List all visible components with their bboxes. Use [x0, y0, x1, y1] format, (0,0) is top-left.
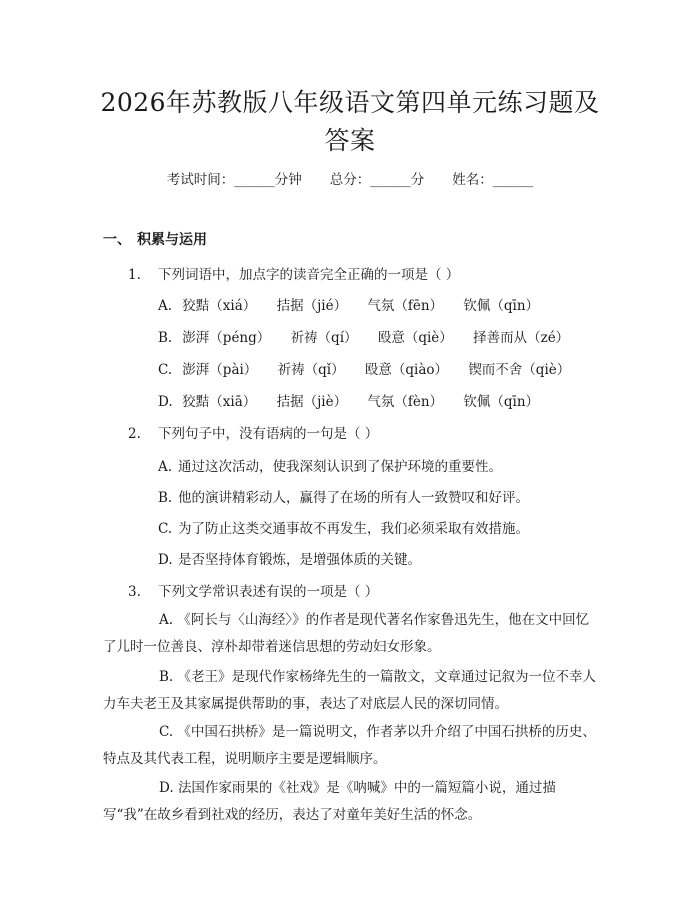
total-score-field: 总分：______分 [329, 172, 425, 188]
exam-info-line [0, 168, 700, 188]
option-letter: A. [159, 612, 174, 628]
option-text: 法国作家雨果的《社戏》是《呐喊》中的一篇短篇小说，通过描写“我”在故乡看到社戏的经历，表达了对童年美好生活的怀念。 [103, 780, 556, 823]
option-word: 祈祷（qǐ） [277, 362, 345, 378]
question-3-stem [128, 580, 378, 600]
question-2-option-c [158, 517, 529, 537]
option-text: 《老王》是现代作家杨绛先生的一篇散文，文章通过记叙为一位不幸人力车夫老王及其家属提供帮助的事，表达了对底层人民的深切同情。 [103, 669, 597, 712]
option-word: 殴意（qiào） [364, 362, 449, 378]
option-letter: D. [159, 780, 174, 796]
option-letter: D. [158, 394, 173, 410]
question-text: 下列文学常识表述有误的一项是（ ） [158, 584, 379, 600]
question-1-option-b [158, 326, 585, 346]
option-letter: B. [158, 490, 173, 506]
option-word: 拮据（jié） [276, 298, 348, 314]
option-letter: C. [159, 724, 174, 740]
option-text: 通过这次活动，使我深刻认识到了保护环境的重要性。 [178, 459, 502, 475]
option-word: 殴意（qiè） [377, 330, 453, 346]
option-letter: B. [159, 669, 174, 685]
option-word: 狡黠（xiá） [182, 298, 257, 314]
page-title: 2026年苏教版八年级语文第四单元练习题及答案 [100, 88, 600, 155]
question-2-stem [128, 422, 378, 442]
option-letter: A. [158, 298, 173, 314]
question-number: 3. [128, 584, 141, 600]
section-number: 一、 [103, 232, 131, 248]
option-word: 祈祷（qí） [290, 330, 358, 346]
option-word: 澎湃（péng） [182, 330, 271, 346]
section-title: 积累与运用 [137, 232, 207, 248]
question-2-option-b [158, 486, 529, 506]
option-word: 狡黠（xiā） [182, 394, 257, 410]
option-word: 气氛（fēn） [367, 298, 444, 314]
option-word: 钦佩（qīn） [463, 394, 540, 410]
option-text: 《阿长与〈山海经〉》的作者是现代著名作家鲁迅先生，他在文中回忆了儿时一位善良、淳朴却带着迷信思想的劳动妇女形象。 [103, 612, 590, 655]
question-number: 1. [128, 267, 141, 283]
question-2-option-a [158, 455, 502, 475]
option-word: 择善而从（zé） [473, 330, 570, 346]
question-1-option-c [158, 358, 586, 378]
option-word: 钦佩（qīn） [463, 298, 540, 314]
question-text: 下列词语中，加点字的读音完全正确的一项是（ ） [158, 267, 460, 283]
option-text: 为了防止这类交通事故不再发生，我们必须采取有效措施。 [178, 521, 529, 537]
option-letter: C. [158, 521, 173, 537]
student-name-field: 姓名：______ [452, 172, 534, 188]
question-1-option-d [158, 390, 555, 410]
question-1-stem [128, 263, 459, 283]
option-text: 是否坚持体育锻炼，是增强体质的关键。 [178, 552, 421, 568]
option-text: 他的演讲精彩动人，赢得了在场的所有人一致赞叹和好评。 [178, 490, 529, 506]
section-heading [103, 229, 207, 249]
question-3-option-b [103, 664, 599, 718]
question-3-option-a [103, 607, 599, 661]
question-3-option-d [103, 775, 599, 829]
option-letter: C. [158, 362, 173, 378]
question-text: 下列句子中，没有语病的一句是（ ） [158, 426, 379, 442]
option-word: 锲而不舍（qiè） [468, 362, 571, 378]
question-3-option-c [103, 719, 599, 773]
option-word: 气氛（fèn） [367, 394, 444, 410]
question-1-option-a [158, 294, 555, 314]
option-letter: A. [158, 459, 173, 475]
option-text: 《中国石拱桥》是一篇说明文，作者茅以升介绍了中国石拱桥的历史、特点及其代表工程，说明顺序主要是逻辑顺序。 [103, 724, 596, 767]
option-letter: B. [158, 330, 173, 346]
option-word: 澎湃（pài） [182, 362, 258, 378]
question-number: 2. [128, 426, 141, 442]
option-word: 拮据（jiè） [276, 394, 348, 410]
exam-time-field: 考试时间：______分钟 [166, 172, 302, 188]
question-2-option-d [158, 548, 421, 568]
option-letter: D. [158, 552, 173, 568]
